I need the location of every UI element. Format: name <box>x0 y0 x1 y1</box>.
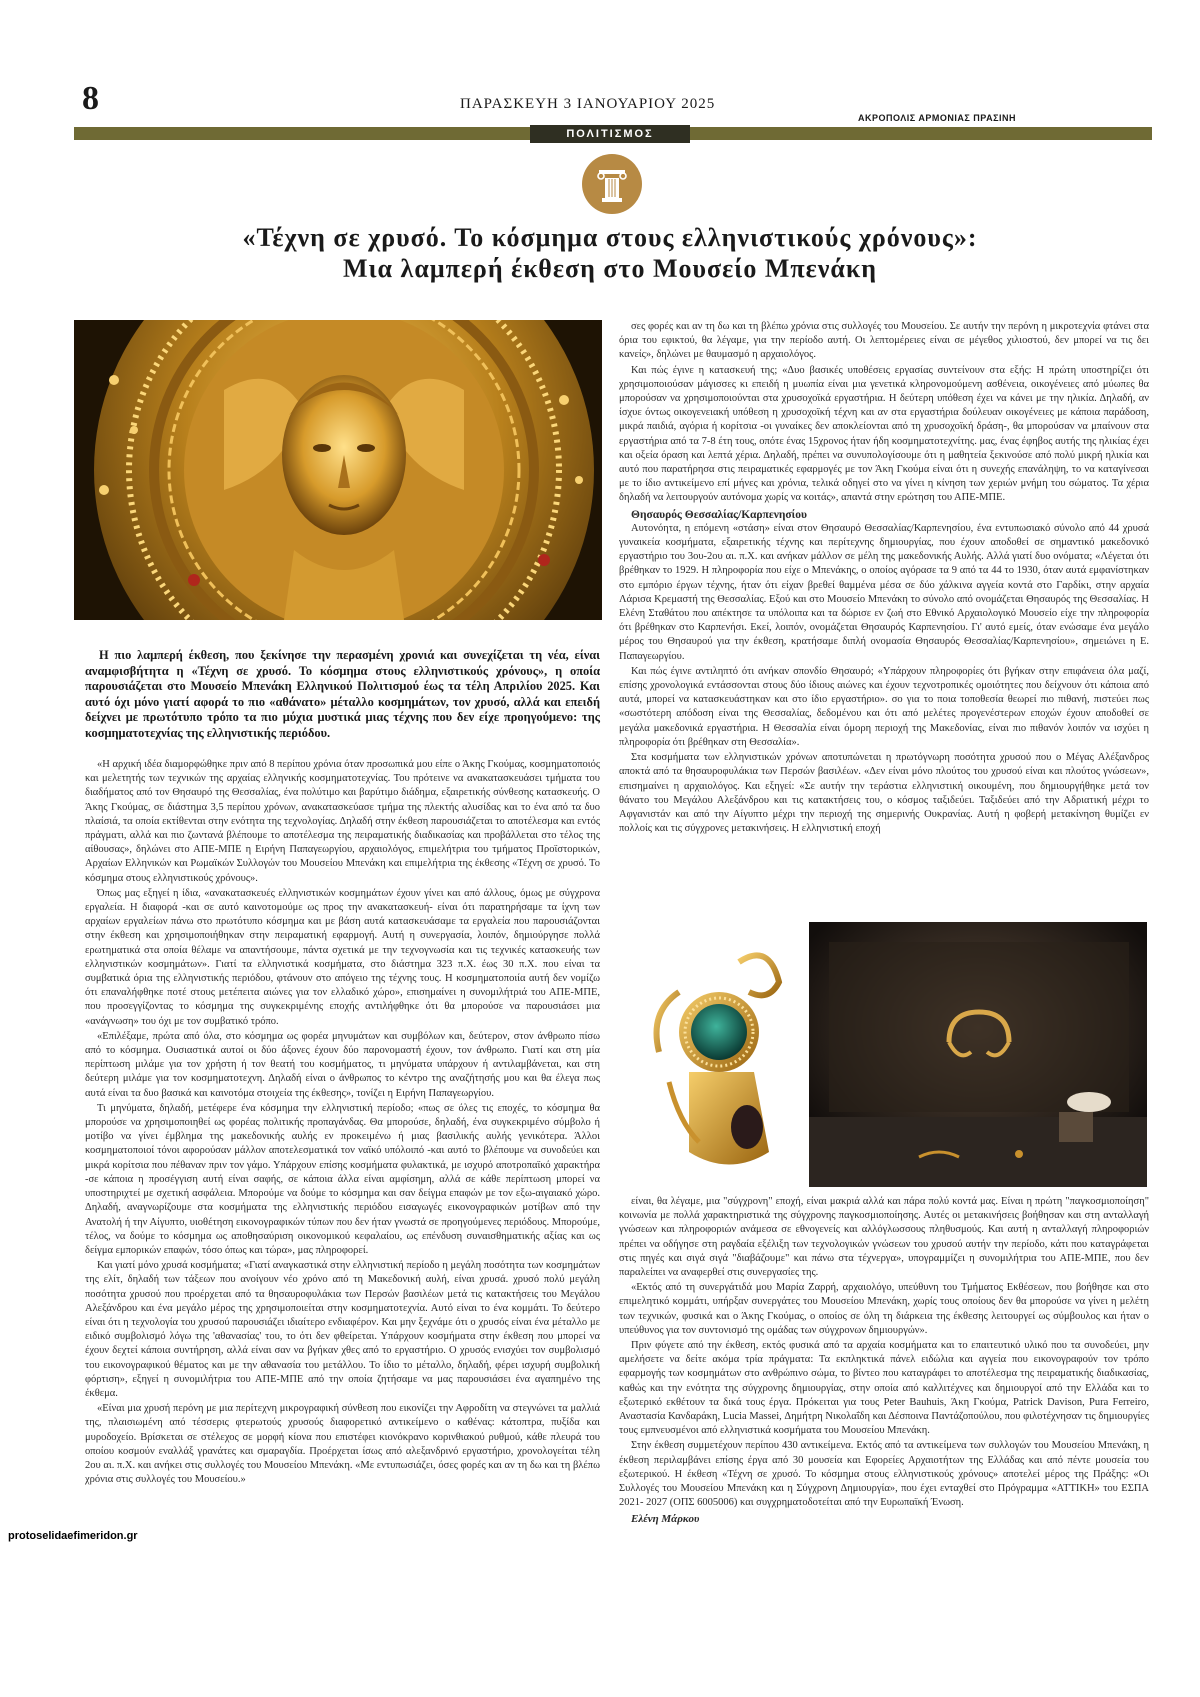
paragraph: Και πώς έγινε αντιληπτό ότι ανήκαν σπονδίο Θησαυρό; «Υπάρχουν πληροφορίες ότι βγήκαν στην επιφάνεια όλα μαζί, επίσης χρονολογικά εντάσσονται στους δύο ίδιους αιώνες και έχουν τεχνοτροπικές ομοιότητες που δείχνουν ότι κάποια από αυτά, μπορεί να κατασκευάστηκαν και στο ίδιο εργαστήριο». σο για το ποια τοποθεσία θεωρεί πιο πιθανή, πιστεύει πως «σωστότερη απόδοση είναι της Θεσσαλίας, δεδομένου και ότι από μελέτες προγενέστερων εποχών έχουν αποδοθεί σε μεγάλα μακεδονικά εργαστήρια. Η Θεσσαλία είναι όμορη περιοχή της Μακεδονίας, είναι πιο πιθανόν λοιπόν να ισχύει η πληροφορία ότι βρέθηκαν στη Θεσσαλία». <box>619 665 1149 748</box>
subheading: Θησαυρός Θεσσαλίας/Καρπενησίου <box>631 508 807 521</box>
paragraph: Και πώς έγινε η κατασκευή της; «Δυο βασικές υποθέσεις εργασίας συντείνουν στα εξής: Η πρώτη υποστηρίζει ότι χρησιμοποιούσαν μάγισσες κι επειδή η μυωπία είναι μια γενετικά κληρονομούμενη ασθένεια, οικογένειες από μύωπες θα μπορούσαν να χρησιμοποιούνται στα χρυσοχοϊκά εργαστήρια. Η δεύτερη υπόθεση έχει να κάνει με την ηλικία. Δηλαδή, αν ίσχυε όντως οικογενειακή υπόθεση η χρυσοχοϊκή τέχνη και αν στα εργαστήρια δούλευαν οικογένειες με κάποια παράδοση, μικρά παιδιά, αγόρια ή κορίτσια -οι γυναίκες δεν αποκλείονται από τη χρυσοχοϊκή δράση-, θα μπορούσαν να μπαίνουν στα εργαστήρια από τα 7-8 έτη τους, οπότε ένας 15χρονος ήταν ήδη κοσμηματοτεχνίτης. μας, ένας έφηβος αυτής της ηλικίας έχει και οξεία όραση και λεπτά χέρια. Δηλαδή, πρέπει να συνυπολογίσουμε ότι η μαθητεία ξεκινούσε από πολύ μικρή ηλικία και αυτό που παρατήρησα στις πειραματικές εφαρμογές με τον Άκη Γκούμα είναι ότι η συνεχής επανάληψη, το να καταγίνεσαι με το ίδιο αντικείμενο επί μήνες και χρόνια, τελικά οδηγεί στο να γίνει η κίνηση των χεριών μνήμη του σώματος. Τα χέρια δηλαδή να λειτουργούν αυτόνομα χωρίς να κοιτάς», απαντά στην ερώτηση του ΑΠΕ-ΜΠΕ. <box>619 364 1149 504</box>
paragraph: Στην έκθεση συμμετέχουν περίπου 430 αντικείμενα. Εκτός από τα αντικείμενα των συλλογών του Μουσείου Μπενάκη, η έκθεση περιλαμβάνει επίσης έργα από 30 μουσεία και Εφορείες Αρχαιοτήτων της Ελλάδας και από πέντε μουσεία του εξωτερικού. Η έκθεση «Τέχνη σε χρυσό. Το κόσμημα στους ελληνιστικούς χρόνους» αποτελεί μέρος της Πράξης: «Οι Συλλογές του Μουσείου Μπενάκη και η Σύγχρονη Δημιουργία», που έχει ενταχθεί στο Πρόγραμμα «ΑΤΤΙΚΗ» του ΕΣΠΑ 2021- 2027 (ΟΠΣ 6005006) και συγχρηματοδοτείται από την Ευρωπαϊκή Ένωση. <box>619 1440 1149 1509</box>
author-byline: Ελένη Μάρκου <box>631 1513 700 1526</box>
paragraph: Αυτονόητα, η επόμενη «στάση» είναι στον Θησαυρό Θεσσαλίας/Καρπενησίου, ένα εντυπωσιακό σύνολο από 44 χρυσά γυναικεία κοσμήματα, εξαιρετικής τέχνης και περίτεχνης δημιουργίας, που έχουν αποδοθεί σε σημαντικό μακεδονικό εργαστήριο του 3ου-2ου αι. π.Χ. και ανήκαν μάλλον σε μέλη της μακεδονικής Αυλής. Αλλά γιατί δυο ονόματα; «Λέγεται ότι βρέθηκαν το 1929. Η πληροφορία που είχε ο Μπενάκης, ο οποίος αγόρασε τα 9 από τα 44 το 1930, όταν αυτά εμφανίστηκαν στο εμπόριο έργων τέχνης, ήταν ότι είχαν βρεθεί θαμμένα μέσα σε δύο χάλκινα αγγεία κοντά στο Γαρδίκι, στην αρχαία Λάρισα Κρεμαστή της Θεσσαλίας. Εξού και στο Μουσείο Μπενάκη το σύνολο από ονομάζεται Θησαυρός της Θεσσαλίας. Η Ελένη Σταθάτου που απέκτησε τα υπόλοιπα και τα δώρισε εν ζωή στο Εθνικό Αρχαιολογικό Μουσείο είχε την πληροφορία ότι βρέθηκαν στο Καρπενήσι. Εκεί, λοιπόν, ονομάζεται Θησαυρός Καρπενησίου. Γι' αυτό εμείς, όταν ενώσαμε ένα μεγάλο μέρος του Θησαυρού για την έκθεση, κρατήσαμε διπλή ονομασία Θησαυρός Θεσσαλίας/Καρπενησίου», σημειώνει η Ε. Παπαγεωργίου. <box>619 522 1149 662</box>
paragraph: «Εκτός από τη συνεργάτιδά μου Μαρία Ζαρρή, αρχαιολόγο, υπεύθυνη του Τμήματος Εκθέσεων, που βοήθησε και στο επιμελητικό κομμάτι, υπήρξαν συνεργάτες του Μουσείου Μπενάκη, χωρίς τους οποίους δεν θα μπορούσε να γίνει η μελέτη των τεχνικών, φυσικά και ο Άκης Γκούμας, ο οποίος σε όλη τη διάρκεια της έκθεσης λειτουργεί ως σύμβουλος και ήταν ο υπεύθυνος για τον συντονισμό της ομάδας των σύγχρονων δημιουργών». <box>619 1282 1149 1336</box>
paragraph: «Επιλέξαμε, πρώτα από όλα, στο κόσμημα ως φορέα μηνυμάτων και συμβόλων και, δεύτερον, στον άνθρωπο πίσω από το κόσμημα. Ουσιαστικά αυτοί οι δύο άξονες έχουν δύο παρονομαστή έχουν, τον άνθρωπο. Γιατί και στη μία περίπτωση μιλάμε για τον χρήστη ή τον θεατή του κοσμήματος, τι μηνύματα υπάρχουν ή αντιλαμβάνεται, και στη δεύτερη μιλάμε για τον κοσμηματοτεχνη. Δηλαδή είναι ο άνθρωπος το κέντρο της αναζήτησής μου και θα έλεγα πως αυτά είναι τα δυο βασικά και καινοτόμα στοιχεία της έκθεσης», τονίζει η Ειρήνη Παπαγεωργίου. <box>85 1030 600 1099</box>
body-column-left <box>85 758 600 1668</box>
body-column-right-upper <box>619 320 1149 918</box>
page-number: 8 <box>82 80 99 117</box>
paragraph: Όπως μας εξηγεί η ίδια, «ανακατασκευές ελληνιστικών κοσμημάτων έχουν γίνει και από άλλους, όμως με σύγχρονα εργαλεία. Η διαφορά -και σε αυτό καινοτομούμε ως προς την ανακατασκευή- είναι ότι παρατηρήσαμε τα ίχνη των αρχαίων εργαλείων πάνω στο πρωτότυπο κόσμημα και με βάση αυτά κατασκευάσαμε τα εργαλεία που παρουσιάζονται στην έκθεση και χρησιμοποιήθηκαν στην πειραματική εφαρμογή. Αυτή η συνεργασία, λοιπόν, δημιούργησε πολλά ερωτηματικά στα οποία θέλαμε να απαντήσουμε, πάντα σχετικά με την τεχνογνωσία και τις τεχνικές κατασκευής των ελληνιστικών κοσμημάτων». Γιατί τα ελληνιστικά κοσμήματα, στο διάστημα 323 π.Χ. έως 30 π.Χ. που είναι τα συμβατικά όρια της ελληνιστικής περιόδου, φτάνουν στο απόγειο της τέχνης τους. Η κοσμηματοποιία αυτή δεν νομίζω ότι επαναλήφθηκε ποτέ στους μετέπειτα αιώνες για τον ελλαδικό χώρο», επισημαίνει η συνομιλήτριά του ΑΠΕ-ΜΠΕ, που προσεγγίζοντας το κόσμημα της συγκεκριμένης εποχής αντιλήφθηκε ότι θα μπορούσε να παρουσιάσει μια «ανάγνωση» του όχι με τον συμβατικό τρόπο. <box>85 887 600 1027</box>
gold-medallion-photo <box>74 320 602 620</box>
paragraph: «Είναι μια χρυσή περόνη με μια περίτεχνη μικρογραφική σύνθεση που εικονίζει την Αφροδίτη να στεγνώνει τα μαλλιά της, πλαισιωμένη από τέσσερις φτερωτούς χρυσούς διαφορετικό αντικείμενο ο καθένας: κάτοπτρα, πυξίδα και μυροδοχείο. Βρίσκεται σε στέλεχος σε μορφή κίονα που επιστέφει κιονόκρανο κορινθιακού ρυθμού, κάθε πλευρά του οποίου κοσμούν εναλλάξ γρανάτες και σμαραγδία. Προέρχεται ίσως από αλεξανδρινό εργαστήριο, χρονολογείται τέλη 2ου αι. π.Χ. και ανήκει στις συλλογές του Μουσείου Μπενάκη. «Με εντυπωσιάζει, όσες φορές και αν τη δω και τη βλέπω χρόνια στις συλλογές του Μουσείου.» <box>85 1403 600 1486</box>
title-line-1: «Τέχνη σε χρυσό. Το κόσμημα στους ελληνιστικούς χρόνους»: <box>242 223 978 252</box>
dateline: ΠΑΡΑΣΚΕΥΗ 3 ΙΑΝΟΥΑΡΙΟΥ 2025 <box>460 96 716 112</box>
article-lede: Η πιο λαμπερή έκθεση, που ξεκίνησε την περασμένη χρονιά και συνεχίζεται τη νέα, είναι αναμφισβήτητα η «Τέχνη σε χρυσό. Το κόσμημα στους ελληνιστικούς χρόνους», η οποία παρουσιάζεται στο Μουσείο Μπενάκη Ελληνικού Πολιτισμού έως τα τέλη Απριλίου 2025. Και αυτό όχι μόνο γιατί αφορά το πιο «αθάνατο» μέταλλο κοσμημάτων, τον χρυσό, αλλά και επειδή δείχνει με πρωτότυπο τρόπο τα πιο μύχια μυστικά μιας τέχνης που δεν είχε προηγούμενο: της κοσμηματοτεχνίας της ελληνιστικής περιόδου. <box>85 648 600 740</box>
paragraph: Πριν φύγετε από την έκθεση, εκτός φυσικά από τα αρχαία κοσμήματα και το επαιτευτικό υλικό που τα συνοδεύει, μην αμελήσετε να δείτε ακόμα τρία πράγματα: Τα εκπληκτικά πάνελ ειδώλια και αγγεία που εικονογραφούν τον τρόπο εφαρμογής των κοσμημάτων στο ανθρώπινο σώμα, το βίντεο που καταγράφει το αποτέλεσμα της πειραματικής διαδικασίας, καθώς και την ενότητα της σύγχρονης δημιουργίας, στην οποία από καλλιτέχνες και δημιουργοί από την Ελλάδα και το εξωτερικό εκθέτουν τα δικά τους έργα. Πρόκειται για τους Peter Bauhuis, Άκη Γκούμα, Patrick Davison, Pura Ferreiro, Αναστασία Κανδαράκη, Lucia Massei, Δημήτρη Νικολαΐδη και Δέσποινα Παντάζοπούλου, που φιλοτέχνησαν τις δημιουργίες τους εμπνευσμένοι από ελληνιστικά κοσμήματα του Μουσείου Μπενάκη. <box>619 1340 1149 1437</box>
paragraph: Και γιατί μόνο χρυσά κοσμήματα; «Γιατί αναγκαστικά στην ελληνιστική περίοδο η μεγάλη ποσότητα των κοσμημάτων της ελίτ, δηλαδή των τάξεων που ανοίγουν νέο χρόνο από τη Μακεδονική αυλή, είναι χρυσά. χρυσό πολύ μεγάλη ποσότητα χρυσού που προέρχεται από τα θησαυροφυλάκια των Περσών βασιλέων μετά τις κατακτήσεις του Μεγάλου Αλεξάνδρου και ένα μεγάλο μέρος της χρησιμοποιείται στην κοσμηματοτεχνία. Αυτό είναι το ένα κομμάτι. Το δεύτερο είναι ότι η τεχνολογία του χρυσού παρουσιάζει ιδιαίτερο ενδιαφέρον. Και μην ξεχνάμε ότι ο χρυσός είναι ένα μέταλλο με ειδικό συμβολισμό λόγω της 'αθανασίας' του, το ότι δεν φθείρεται. Υπάρχουν κοσμήματα στην έκθεση που μπορεί να έχουν δεχτεί κάποια συντήρηση, αλλά είναι σαν να βγήκαν χθες από το εργαστήριο. Ο χρυσός ενισχύει τον συμβολισμό του εικονογραφικού θέματος και με την αθανασία του μετάλλου. Το ίδιο το μέταλλο, δηλαδή, φέρει ισχυρή συμβολική φόρτιση», εξηγεί η συνομιλήτρια του ΑΠΕ-ΜΠΕ από την οποία ζητήσαμε να μας παρουσιάσει ένα αγαπημένο της έκθεμα. <box>85 1260 600 1399</box>
ionic-column-icon <box>582 154 642 214</box>
paragraph: είναι, θα λέγαμε, μια "σύγχρονη" εποχή, είναι μακριά αλλά και πάρα πολύ κοντά μας. Είναι η πρώτη "παγκοσμιοποίηση" κοινωνία με πολλά χαρακτηριστικά της σύγχρονης παγκοσμιοποίησης. Αυτές οι μετακινήσεις βοήθησαν και στη ανταλλαγή γνώσεων και πληροφοριών ανάμεσα σε εθνογενείς και αλλόγλωσσους πληθυσμούς. Και αυτή η ανταλλαγή πληροφοριών πρέπει να οδήγησε στη ραγδαία εξέλιξη των τεχνολογικών γνώσεων του χρυσού αυτήν την περίοδο, κάτι που καταγράφεται στις πηγές και σιγά σιγά "διαβάζουμε" και πάνω στα τέχνεργα», υπογραμμίζει η συνομιλήτρια του ΑΠΕ-ΜΠΕ, που δεν παραλείπει να αναφερθεί στις συνεργασίες της. <box>619 1196 1149 1279</box>
paragraph: Στα κοσμήματα των ελληνιστικών χρόνων αποτυπώνεται η πρωτόγνωρη ποσότητα χρυσού που ο Μέγας Αλέξανδρος αποκτά από τα θησαυροφυλάκια των Περσών βασιλέων. «Δεν είναι μόνο πλούτος του χρυσού είναι και πλούτος γνώσεων», επισημαίνει η αρχαιολόγος. Και εξηγεί: «Σε αυτήν την τεράστια ελληνιστική οικουμένη, που δημιουργήθηκε μετά τον θάνατο του Μεγάλου Αλεξάνδρου και τις κατακτήσεις του, ο κόσμος ταξιδεύει. Ταξιδεύει από την Αδριατική μέχρι το Αφγανιστάν και από την Αίγυπτο μέχρι την περιοχή της σημερινής Ουκρανίας. Αυτή η φοβερή μετακίνηση θυμίζει εν πολλοίς και τις σύγχρονες μετακινήσεις. Η ελληνιστική εποχή <box>619 752 1149 835</box>
gold-pin-and-exhibition-photo <box>619 922 1147 1187</box>
article-title <box>120 222 1100 284</box>
section-label: ΠΟΛΙΤΙΣΜΟΣ <box>530 125 690 143</box>
newspaper-name: ΑΚΡΟΠΟΛΙΣ ΑΡΜΟΝΙΑΣ ΠΡΑΣΙΝΗ <box>858 113 1016 123</box>
body-column-right-lower <box>619 1195 1149 1635</box>
source-watermark: protoselidaefimeridon.gr <box>8 1530 138 1542</box>
paragraph: Τι μηνύματα, δηλαδή, μετέφερε ένα κόσμημα την ελληνιστική περίοδο; «πως σε όλες τις εποχές, το κόσμημα θα μπορούσε να χρησιμοποιηθεί ως φορέας πολιτικής προπαγάνδας. Θα μπορούσε, δηλαδή, ένα συγκεκριμένο σύμβολο ή μοτίβο να γίνει έμβλημα της μακεδονικής αυλής εν προκειμένω ή μιας βασιλικής αυλής γενικότερα. Άλλοι κοσμηματοποιοί τόνοι αφορούσαν μάλλον αποτελεσματικά τον ναϊκό υπόλοιπό -και αυτό το βλέπουμε να συνοδεύει και μικρά κορίτσια που πέθαναν πριν τον γάμο. Υπάρχουν επίσης κοσμήματα φυλακτικά, με ισχυρό αποτροπαϊκό χαρακτήρα -σε κάποια η προσέγγιση αυτή είναι σαφής, σε κάποια άλλα είναι αμφίσημη, αλλά σε κάθε περίπτωση μπορεί να υποστηριχτεί με σχετική ασφάλεια. Μπορούμε να δούμε το κόσμημα και σαν δείγμα επαφών με τον εξω-αιγαιακό χώρο. Δηλαδή, αναγνωρίζουμε στα κοσμήματα της ελληνιστικής περιόδου εισαγωγές εικονογραφικών μοτίβων από την Ανατολή ή την Αίγυπτο, υιοθέτηση εικονογραφικών τύπων που δεν ήταν γνωστά σε προηγούμενες περιόδους. Μπορούμε, τέλος, να δούμε το κόσμημα ως αποθησαύριση οικονομικού κεφαλαίου, ως επένδυση συναισθηματικής αξίας και ως δείγμα εμπορικών επαφών, τόσο όπως και τώρα», μας πληροφορεί. <box>85 1102 600 1256</box>
paragraph: «Η αρχική ιδέα διαμορφώθηκε πριν από 8 περίπου χρόνια όταν προσωπικά μου είπε ο Άκης Γκούμας, κοσμηματοποιός και μελετητής των τεχνικών της αρχαίας ελληνικής κοσμηματοτεχνίας. Του πρότεινε να ανακατασκευάσει τμήματα του διαδήματος από τον Θησαυρό της Θεσσαλίας, ένα πολύτιμο και βαρύτιμο διάδημα, εξαιρετικής σύνθεσης κατασκευής. Ο Άκης Γκούμας, σε διάστημα 3,5 περίπου χρόνων, ανακατασκεύασε τμήμα της πλεκτής αλυσίδας και το ένα από τα δυο πλαίσιά, τα οποία εκτίθενται στην ενότητα της τεχνολογίας. Δηλαδή στην έκθεση παρουσιάζεται το αποτέλεσμα και εντός πράγματι, αλλά και πιο ζωντανά βλέπουμε το αποτέλεσμα της πειραματικής διαδικασίας και προβάλλεται στο τέλος της αίθουσας», δηλώνει στο ΑΠΕ-ΜΠΕ η Ειρήνη Παπαγεωργίου, αρχαιολόγος, επιμελήτρια του τμήματος Προϊστορικών, Αρχαίων Ελληνικών και Ρωμαϊκών Συλλογών του Μουσείου Μπενάκη και επιμελήτρια της έκθεσης «Τέχνη σε χρυσό. Το κόσμημα στους ελληνιστικούς χρόνους». <box>85 759 600 884</box>
paragraph: σες φορές και αν τη δω και τη βλέπω χρόνια στις συλλογές του Μουσείου. Σε αυτήν την περόνη η μικροτεχνία φτάνει στα όρια του εφικτού, θα λέγαμε, για την περίοδο αυτή. Οι λεπτομέρειες είναι σε μέγεθος χιλιοστού, δεν μπορεί να τις δει κανείς», δηλώνει με θαυμασμό η αρχαιολόγος. <box>619 321 1149 361</box>
title-line-2: Μια λαμπερή έκθεση στο Μουσείο Μπενάκη <box>342 254 878 283</box>
